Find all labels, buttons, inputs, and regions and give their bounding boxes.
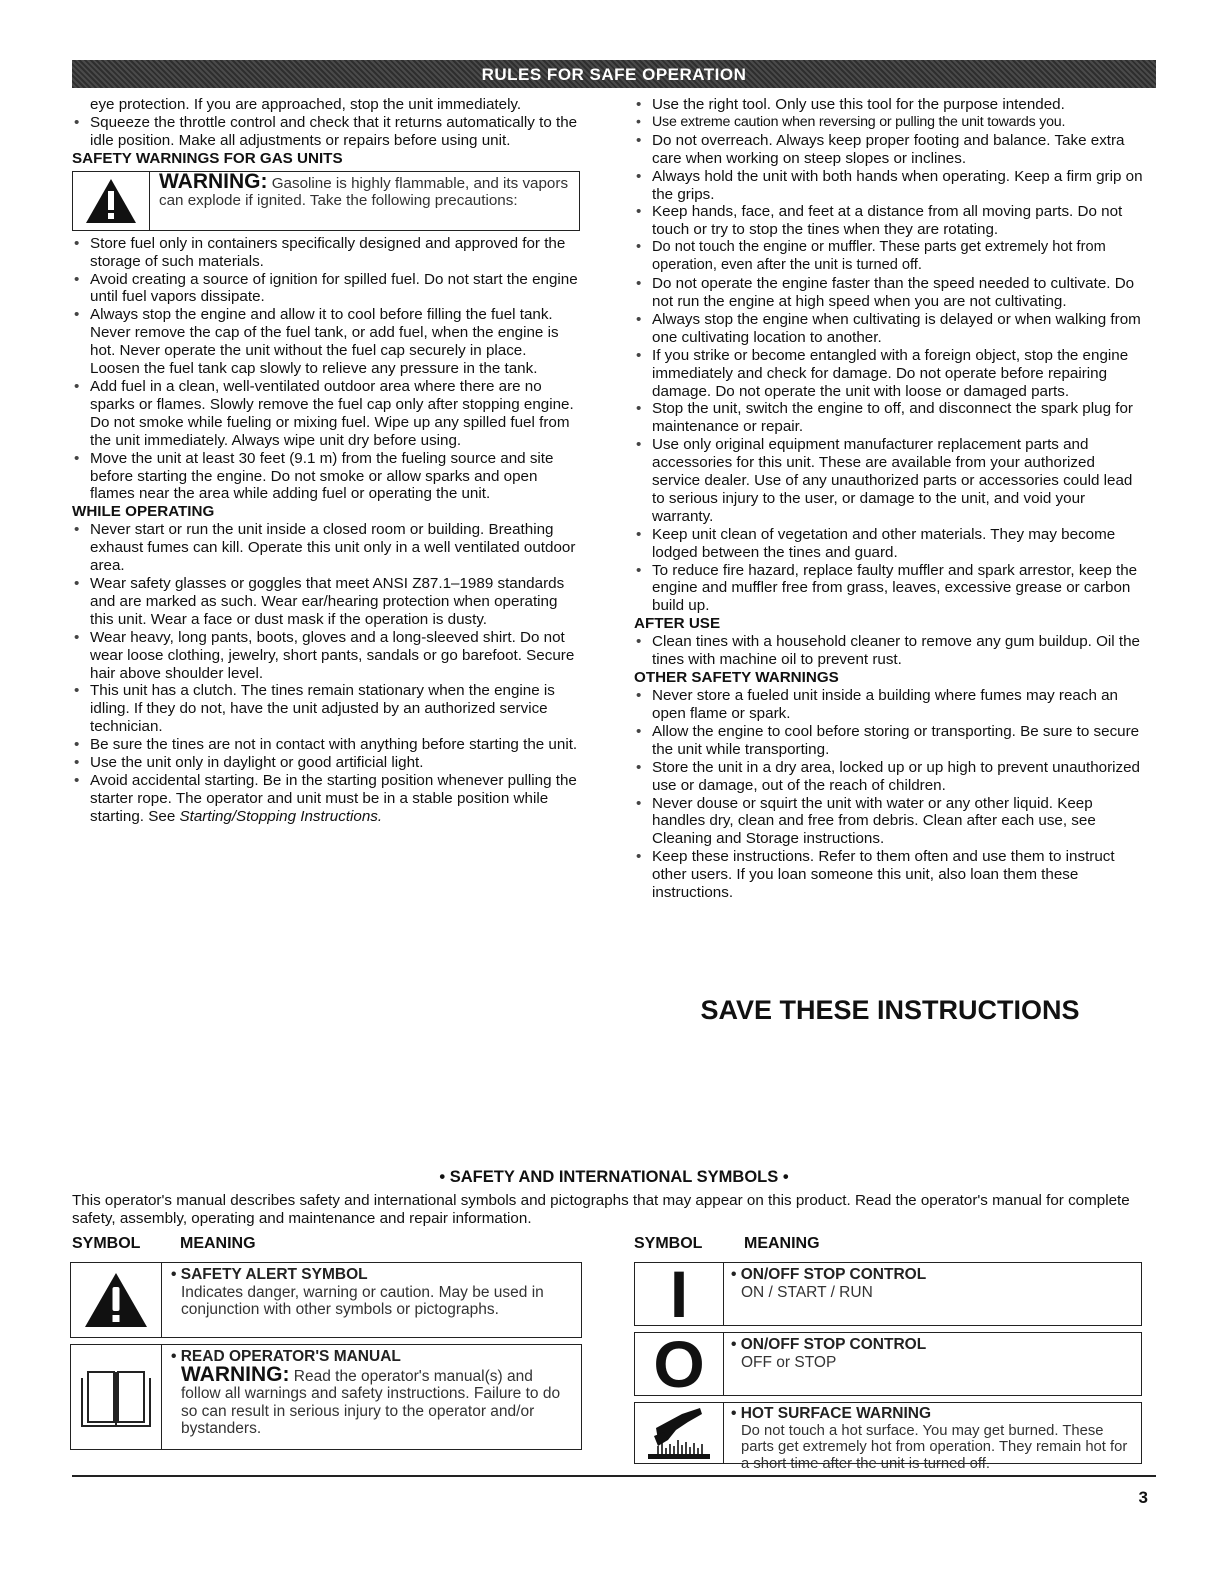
- list-item: • Use the right tool. Only use this tool for the purpose intended.: [634, 96, 1146, 114]
- list-item: • Wear heavy, long pants, boots, gloves and a long-sleeved shirt. Do not wear loose clothing, jewelry, short pants, sandals or go barefoot. Secure hair above shoulder level.: [72, 629, 580, 683]
- safety-alert-icon: [71, 1263, 162, 1337]
- safety-alert-symbol-row: [70, 1262, 582, 1338]
- after-use-list: [634, 633, 1146, 669]
- on-control-title: • ON/OFF STOP CONTROL: [731, 1266, 927, 1283]
- list-item: • Do not touch the engine or muffler. These parts get extremely hot from operation, even after the unit is turned off.: [634, 239, 1146, 275]
- list-item: • Avoid accidental starting. Be in the starting position whenever pulling the starter rope. The operator and unit must be in a stable position while starting. See Starting/Stopping Instructions.: [72, 772, 580, 826]
- list-item: • Never store a fueled unit inside a building where fumes may reach an open flame or spark.: [634, 687, 1146, 723]
- while-operating-list: [72, 521, 580, 825]
- list-item: • Store fuel only in containers specifically designed and approved for the storage of such materials.: [72, 235, 580, 271]
- left-column: [72, 96, 580, 826]
- list-item: • Avoid creating a source of ignition for spilled fuel. Do not start the engine until fuel vapors dissipate.: [72, 271, 580, 307]
- meaning-column-header: MEANING: [180, 1235, 256, 1252]
- list-item: • Move the unit at least 30 feet (9.1 m) from the fueling source and site before starting the engine. Do not smoke or allow sparks and open flames near the area while adding fuel or operating the unit.: [72, 450, 580, 504]
- gas-list: [72, 235, 580, 504]
- book-icon: [71, 1345, 162, 1449]
- off-control-symbol-row: [634, 1327, 1142, 1401]
- list-item: • If you strike or become entangled with a foreign object, stop the engine immediately and check for damage. Do not operate before repairing damage. Do not operate the unit with loose or damaged parts.: [634, 347, 1146, 401]
- list-item: • Do not operate the engine faster than the speed needed to cultivate. Do not run the engine at high speed when you are not cultivating.: [634, 275, 1146, 311]
- warning-triangle-icon: [73, 172, 150, 230]
- cross-reference: Starting/Stopping Instructions.: [179, 807, 383, 825]
- symbol-column-header: SYMBOL: [634, 1235, 703, 1252]
- right-column: [634, 96, 1146, 902]
- safety-alert-text: Indicates danger, warning or caution. May be used in conjunction with other symbols or pictographs.: [181, 1283, 544, 1319]
- hot-surface-title: • HOT SURFACE WARNING: [731, 1405, 932, 1422]
- list-item: • Stop the unit, switch the engine to off, and disconnect the spark plug for maintenance or repair.: [634, 400, 1146, 436]
- list-item: • Allow the engine to cool before storing or transporting. Be sure to secure the unit while transporting.: [634, 723, 1146, 759]
- hot-surface-symbol-row: [634, 1402, 1142, 1472]
- list-item: • Do not overreach. Always keep proper footing and balance. Take extra care when working on steep slopes or inclines.: [634, 132, 1146, 168]
- gas-heading: SAFETY WARNINGS FOR GAS UNITS: [72, 149, 343, 167]
- list-item: • Always hold the unit with both hands when operating. Keep a firm grip on the grips.: [634, 168, 1146, 204]
- read-manual-title: • READ OPERATOR'S MANUAL: [171, 1348, 401, 1365]
- on-symbol-icon: I: [635, 1263, 724, 1325]
- section-banner: RULES FOR SAFE OPERATION: [72, 60, 1156, 88]
- list-item: • Clean tines with a household cleaner to remove any gum buildup. Oil the tines with machine oil to prevent rust.: [634, 633, 1146, 669]
- gas-warning-box: [72, 171, 580, 231]
- hot-surface-icon: [635, 1403, 724, 1463]
- list-item: • To reduce fire hazard, replace faulty muffler and spark arrestor, keep the engine and muffler free from grass, leaves, excessive grease or carbon build up.: [634, 562, 1146, 616]
- list-item: • Use extreme caution when reversing or pulling the unit towards you.: [634, 114, 1146, 132]
- read-manual-text: WARNING: Read the operator's manual(s) and follow all warnings and safety instructions. Failure to do so can result in serious injury to the operator and/or bystanders.: [181, 1362, 561, 1438]
- list-item: • Be sure the tines are not in contact with anything before starting the unit.: [72, 736, 580, 754]
- intro-continuation: eye protection. If you are approached, stop the unit immediately.: [90, 96, 522, 113]
- hot-surface-text: Do not touch a hot surface. You may get burned. These parts get extremely hot from operation. They remain hot for a short time after the unit is turned off.: [741, 1422, 1128, 1472]
- after-use-heading: AFTER USE: [634, 615, 721, 633]
- list-item: • Never start or run the unit inside a closed room or building. Breathing exhaust fumes can kill. Operate this unit only in a well ventilated outdoor area.: [72, 521, 580, 575]
- list-item: • Wear safety glasses or goggles that meet ANSI Z87.1–1989 standards and are marked as such. Wear ear/hearing protection when operating this unit. Wear a face or dust mask if the operation is dusty.: [72, 575, 580, 629]
- on-control-symbol-row: [634, 1257, 1142, 1331]
- list-item: • Keep unit clean of vegetation and other materials. They may become lodged between the tines and guard.: [634, 526, 1146, 562]
- off-control-text: OFF or STOP: [741, 1353, 837, 1371]
- safety-alert-title: • SAFETY ALERT SYMBOL: [171, 1266, 368, 1283]
- other-warnings-heading: OTHER SAFETY WARNINGS: [634, 669, 839, 687]
- meaning-column-header: MEANING: [744, 1235, 820, 1252]
- off-symbol-icon: O: [635, 1333, 724, 1395]
- list-item: • Always stop the engine and allow it to cool before filling the fuel tank. Never remove the cap of the fuel tank, or add fuel, when the engine is hot. Never operate the unit without the fuel cap securely in place. Loosen the fuel tank cap slowly to relieve any pressure in the tank.: [72, 306, 580, 378]
- while-operating-heading: WHILE OPERATING: [72, 503, 215, 521]
- list-item: • Never douse or squirt the unit with water or any other liquid. Keep handles dry, clean and free from debris. Clean after each use, see Cleaning and Storage instructions.: [634, 795, 1146, 849]
- read-manual-symbol-row: [70, 1344, 582, 1450]
- symbols-intro: This operator's manual describes safety and international symbols and pictographs that may appear on this product. Read the operator's manual for complete safety, assembly, operating and maintenance and repair information.: [72, 1192, 1130, 1227]
- on-control-text: ON / START / RUN: [741, 1283, 873, 1301]
- page-number: 3: [1138, 1488, 1148, 1507]
- footer-rule: [72, 1475, 1156, 1477]
- symbols-title: • SAFETY AND INTERNATIONAL SYMBOLS •: [439, 1168, 789, 1186]
- list-item: • Use only original equipment manufacturer replacement parts and accessories for this unit. These are available from your authorized service dealer. Use of any unauthorized parts or accessories could lead to serious injury to the user, or damage to the unit, and void your warranty.: [634, 436, 1146, 526]
- list-item: • Use the unit only in daylight or good artificial light.: [72, 754, 580, 772]
- list-item: • Store the unit in a dry area, locked up or up high to prevent unauthorized use or damage, out of the reach of children.: [634, 759, 1146, 795]
- list-item: • Keep hands, face, and feet at a distance from all moving parts. Do not touch or try to stop the tines when they are rotating.: [634, 203, 1146, 239]
- list-item: • Add fuel in a clean, well-ventilated outdoor area where there are no sparks or flames. Slowly remove the fuel cap only after stopping engine. Do not smoke while fueling or mixing fuel. Wipe up any spilled fuel from the unit immediately. Always wipe unit dry before using.: [72, 378, 580, 450]
- list-item: • Squeeze the throttle control and check that it returns automatically to the idle position. Make all adjustments or repairs before using unit.: [72, 114, 580, 150]
- list-item: • Keep these instructions. Refer to them often and use them to instruct other users. If you loan someone this unit, also loan them these instructions.: [634, 848, 1146, 902]
- other-warnings-list: [634, 687, 1146, 902]
- symbol-column-header: SYMBOL: [72, 1235, 141, 1252]
- save-instructions-heading: SAVE THESE INSTRUCTIONS: [700, 995, 1080, 1025]
- intro-list: [72, 114, 580, 150]
- list-item: • This unit has a clutch. The tines remain stationary when the engine is idling. If they do not, have the unit adjusted by an authorized service technician.: [72, 682, 580, 736]
- gas-warning-text: WARNING: Gasoline is highly flammable, and its vapors can explode if ignited. Take the following precautions:: [159, 169, 569, 210]
- list-item: • Always stop the engine when cultivating is delayed or when walking from one cultivating location to another.: [634, 311, 1146, 347]
- off-control-title: • ON/OFF STOP CONTROL: [731, 1336, 927, 1353]
- operating-list: [634, 96, 1146, 615]
